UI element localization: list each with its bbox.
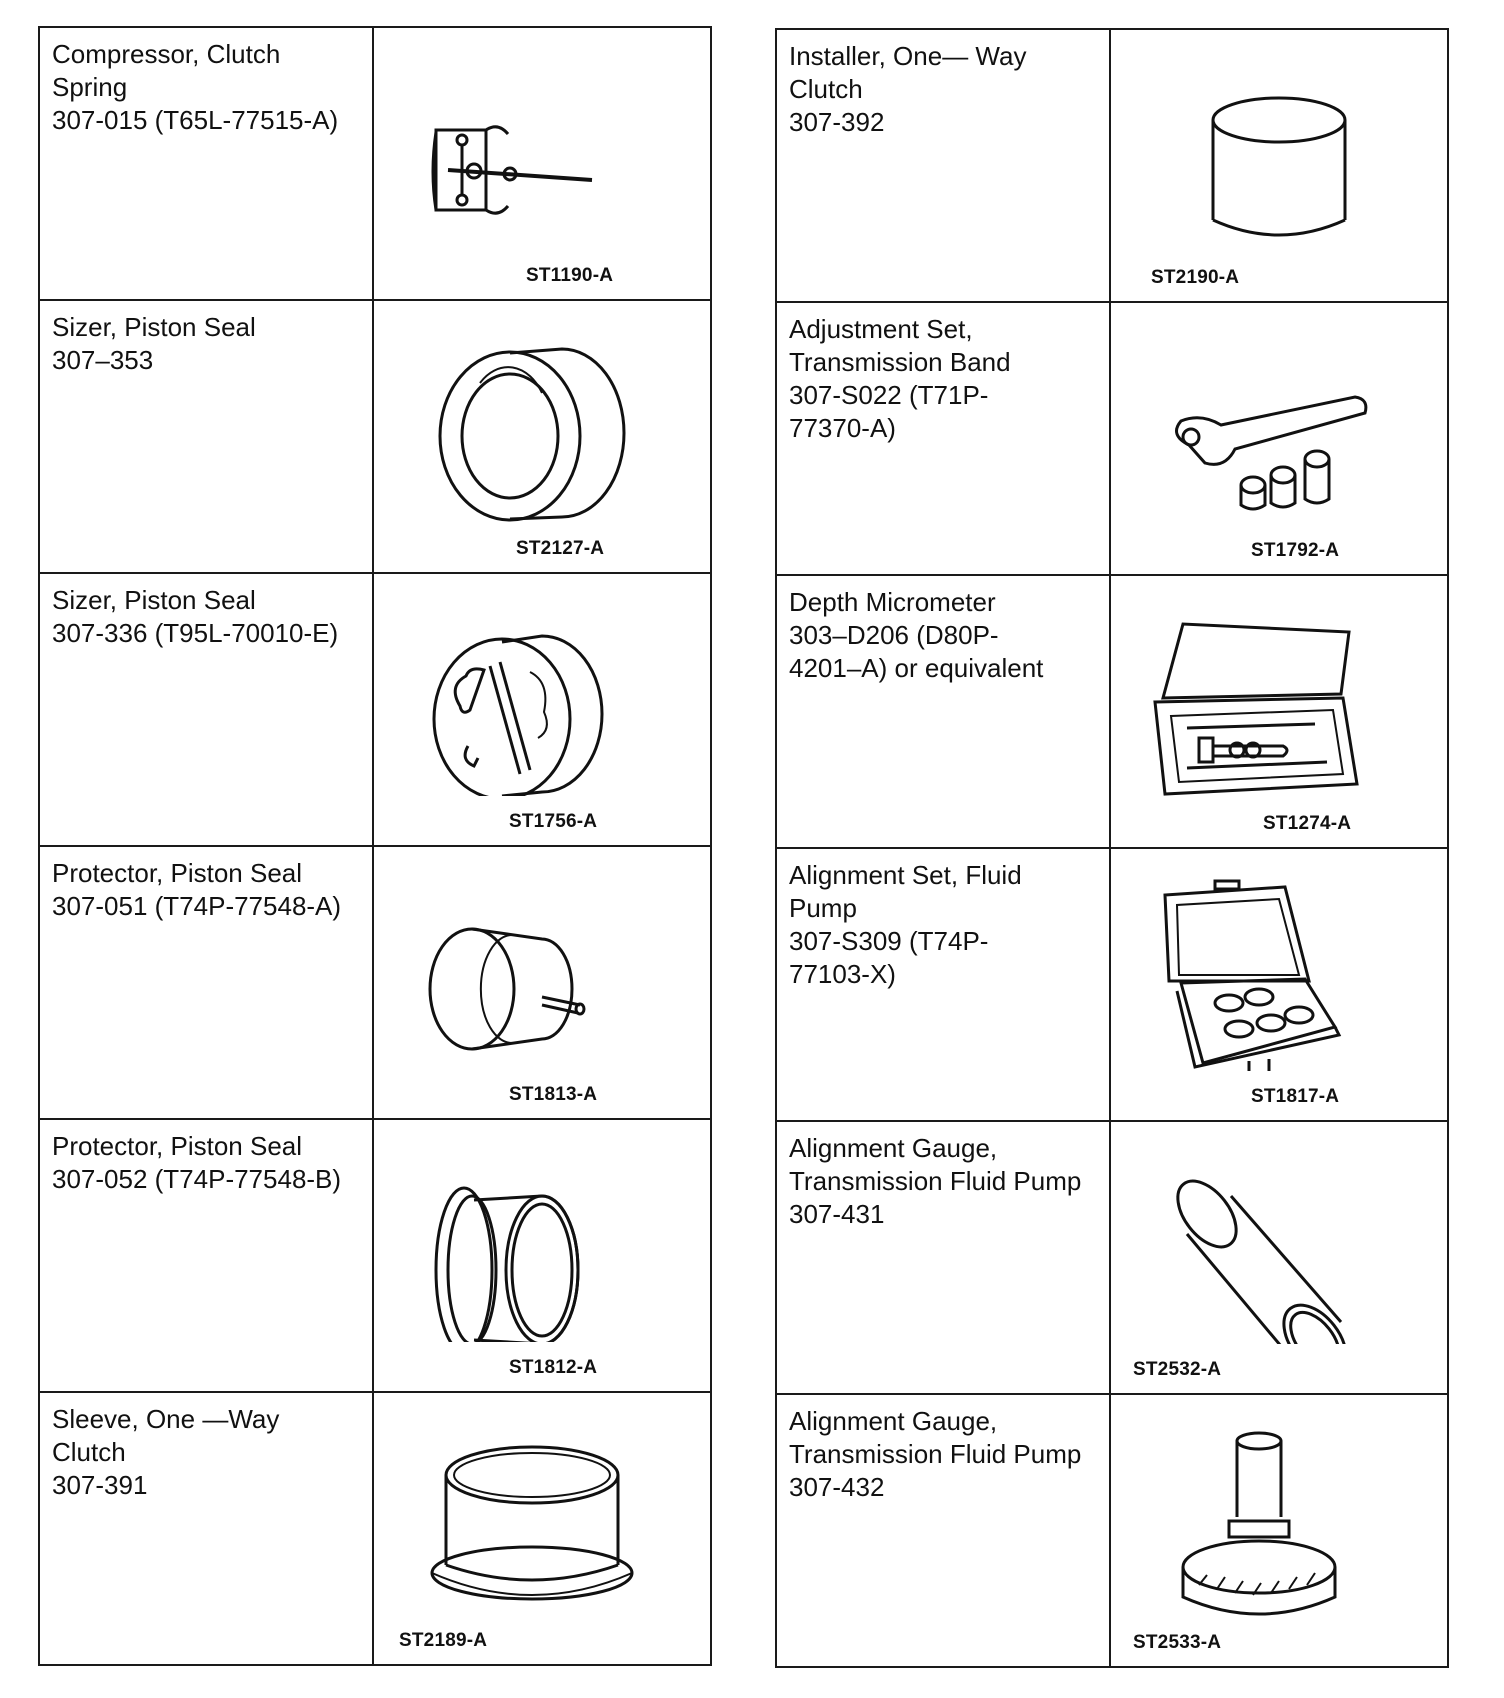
tool-description: Sizer, Piston Seal 307-336 (T95L-70010-E) xyxy=(52,585,339,648)
description-cell xyxy=(39,27,373,300)
table-row xyxy=(776,302,1448,575)
figure-code: ST2532-A xyxy=(1133,1359,1222,1380)
description-cell xyxy=(776,1394,1110,1667)
tool-description: Depth Micrometer 303–D206 (D80P- 4201–A) or equivalent xyxy=(789,587,1044,683)
alignment-gauge-tube-icon xyxy=(1129,1144,1429,1344)
figure-cell xyxy=(373,846,711,1119)
figure-cell xyxy=(1110,1394,1448,1667)
one-way-clutch-installer-icon xyxy=(1129,52,1429,252)
table-row xyxy=(776,1121,1448,1394)
figure-code: ST1813-A xyxy=(509,1084,598,1105)
piston-seal-sizer-ring-icon xyxy=(392,323,692,523)
tool-description: Protector, Piston Seal 307-052 (T74P-77548-B) xyxy=(52,1131,342,1194)
fluid-pump-alignment-case-icon xyxy=(1129,871,1429,1071)
description-cell xyxy=(776,29,1110,302)
tool-description: Protector, Piston Seal 307-051 (T74P-77548-A) xyxy=(52,858,342,921)
tool-description: Sleeve, One —Way Clutch 307-391 xyxy=(52,1404,280,1500)
figure-code: ST1756-A xyxy=(509,811,598,832)
figure-code: ST1792-A xyxy=(1251,540,1340,561)
clutch-spring-compressor-icon xyxy=(392,50,692,250)
table-row xyxy=(776,575,1448,848)
figure-cell xyxy=(1110,1121,1448,1394)
description-cell xyxy=(39,300,373,573)
tool-description: Alignment Gauge, Transmission Fluid Pump 307-431 xyxy=(789,1133,1082,1229)
figure-code: ST2189-A xyxy=(399,1630,488,1651)
figure-cell xyxy=(373,1119,711,1392)
piston-seal-sizer-disc-icon xyxy=(392,596,692,796)
figure-code: ST2533-A xyxy=(1133,1632,1222,1653)
tool-description: Sizer, Piston Seal 307–353 xyxy=(52,312,256,375)
alignment-gauge-knurled-icon xyxy=(1129,1417,1429,1617)
description-cell xyxy=(776,575,1110,848)
table-row xyxy=(776,848,1448,1121)
table-row xyxy=(776,29,1448,302)
figure-code: ST1817-A xyxy=(1251,1086,1340,1107)
figure-cell xyxy=(373,27,711,300)
figure-cell xyxy=(373,1392,711,1665)
description-cell xyxy=(776,1121,1110,1394)
depth-micrometer-case-icon xyxy=(1129,598,1429,798)
figure-cell xyxy=(1110,29,1448,302)
table-row xyxy=(39,1119,711,1392)
figure-code: ST1812-A xyxy=(509,1357,598,1378)
figure-cell xyxy=(1110,848,1448,1121)
figure-cell xyxy=(373,300,711,573)
figure-cell xyxy=(373,573,711,846)
description-cell xyxy=(776,848,1110,1121)
table-row xyxy=(776,1394,1448,1667)
table-row xyxy=(39,300,711,573)
piston-seal-protector-flange-icon xyxy=(392,1142,692,1342)
description-cell xyxy=(776,302,1110,575)
figure-code: ST2127-A xyxy=(516,538,605,559)
tool-description: Alignment Gauge, Transmission Fluid Pump 307-432 xyxy=(789,1406,1082,1502)
figure-code: ST1190-A xyxy=(526,265,614,286)
figure-code: ST1274-A xyxy=(1263,813,1352,834)
tool-description: Installer, One— Way Clutch 307-392 xyxy=(789,41,1027,137)
table-row xyxy=(39,27,711,300)
table-row xyxy=(39,1392,711,1665)
one-way-clutch-sleeve-icon xyxy=(392,1415,692,1615)
tool-table-left xyxy=(38,26,712,1666)
band-adjustment-set-icon xyxy=(1129,325,1429,525)
tool-description: Adjustment Set, Transmission Band 307-S022 (T71P- 77370-A) xyxy=(789,314,1011,443)
description-cell xyxy=(39,1392,373,1665)
table-row xyxy=(39,846,711,1119)
piston-seal-protector-cone-icon xyxy=(392,869,692,1069)
tool-description: Alignment Set, Fluid Pump 307-S309 (T74P- 77103-X) xyxy=(789,860,1022,989)
description-cell xyxy=(39,573,373,846)
table-row xyxy=(39,573,711,846)
figure-cell xyxy=(1110,302,1448,575)
tool-description: Compressor, Clutch Spring 307-015 (T65L-77515-A) xyxy=(52,39,339,135)
description-cell xyxy=(39,846,373,1119)
figure-cell xyxy=(1110,575,1448,848)
tool-table-right xyxy=(775,28,1449,1668)
figure-code: ST2190-A xyxy=(1151,267,1240,288)
description-cell xyxy=(39,1119,373,1392)
